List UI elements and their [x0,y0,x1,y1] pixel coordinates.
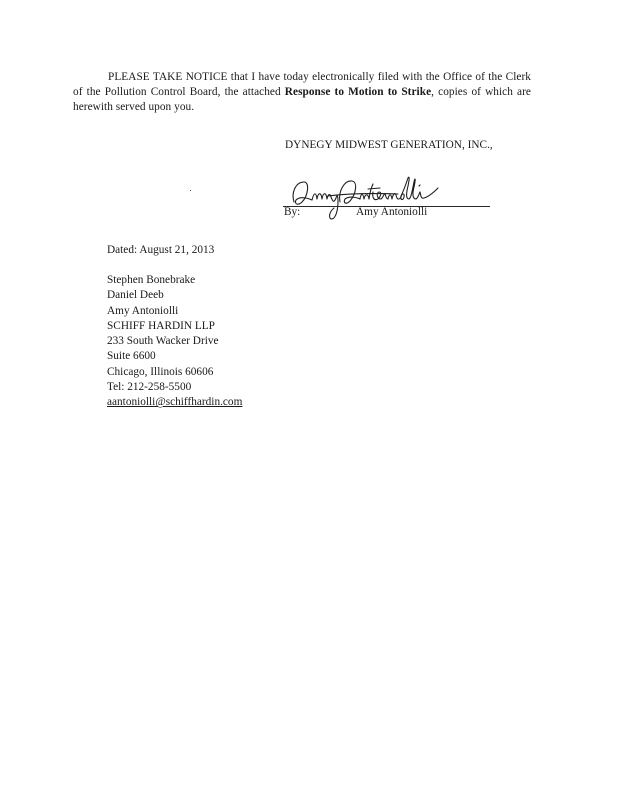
address-line-name-2: Daniel Deeb [107,289,164,302]
address-block [107,273,242,411]
signer-name: Amy Antoniolli [356,206,428,218]
scan-speck [190,190,191,191]
address-line-city: Chicago, Illinois 60606 [107,365,214,378]
dated-line: Dated: August 21, 2013 [107,244,215,256]
address-line-street: 233 South Wacker Drive [107,335,219,348]
company-name: DYNEGY MIDWEST GENERATION, INC., [285,139,493,151]
address-line-name-1: Stephen Bonebrake [107,274,196,286]
notice-text-part2: , copies of which are herewith served upon you. [73,85,531,113]
notice-paragraph [73,70,531,114]
address-line-suite: Suite 6600 [107,350,156,363]
notice-bold-title: Response to Motion to Strike [284,85,432,98]
email-link[interactable]: aantoniolli@schiffhardin.com [107,396,243,409]
notice-text-part1: PLEASE TAKE NOTICE that I have today electronically filed with the Office of the Clerk of the Pollution Control Board, the attached [73,71,531,98]
by-label: By: [284,206,301,218]
address-line-name-3: Amy Antoniolli [107,304,179,317]
address-line-phone: Tel: 212-258-5500 [107,381,192,394]
address-line-firm: SCHIFF HARDIN LLP [107,319,215,332]
